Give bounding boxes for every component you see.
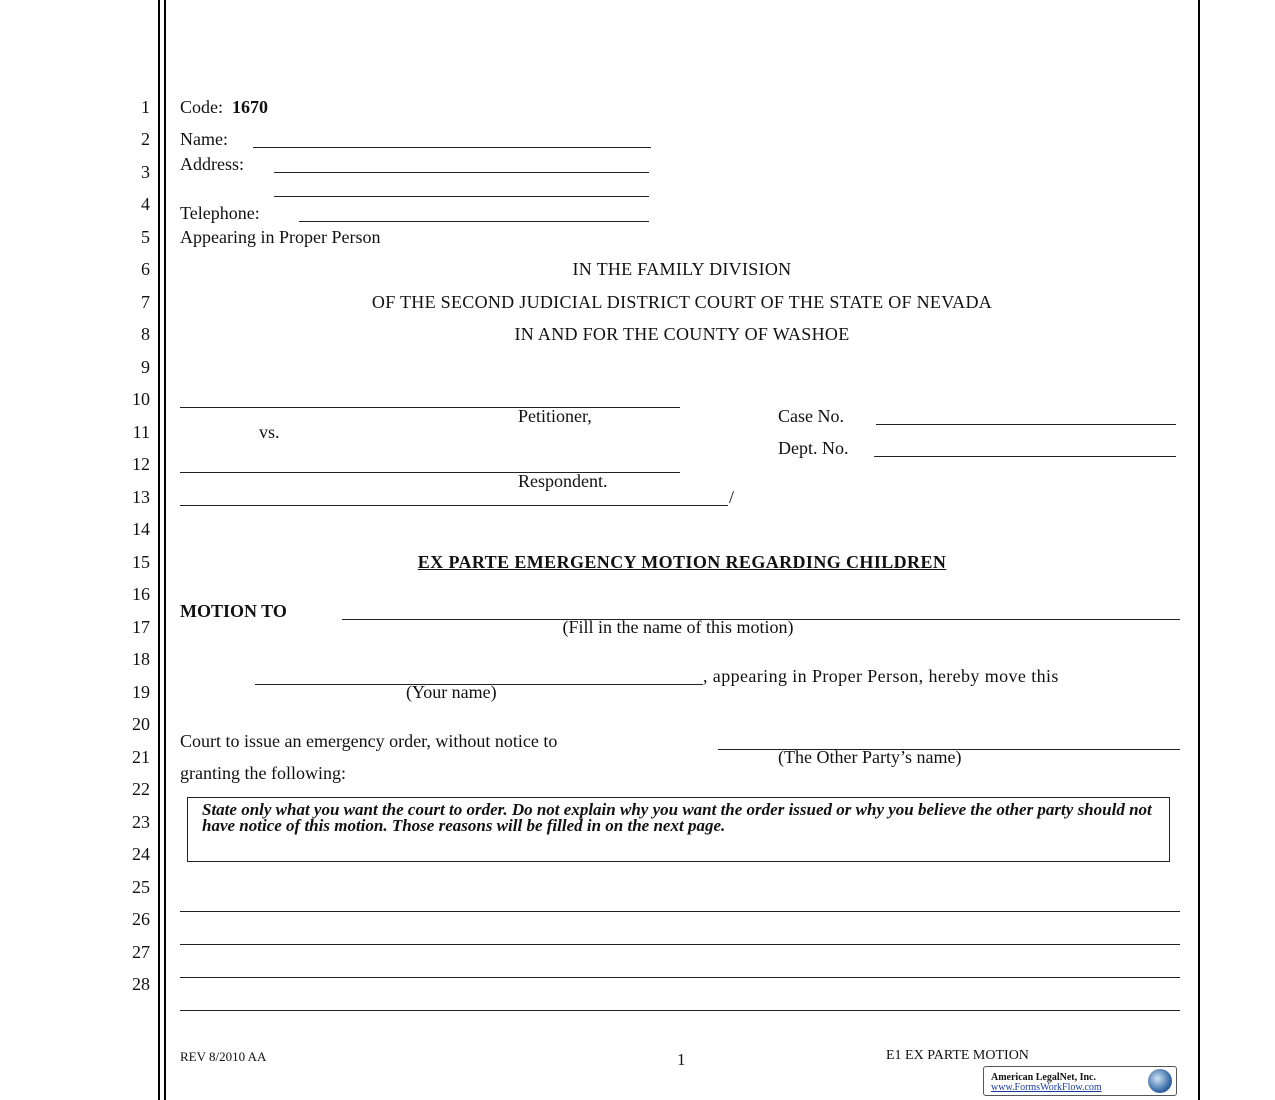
address-label: Address: [180,154,244,174]
order-line-3[interactable] [180,977,1180,978]
line-number: 12 [132,454,150,474]
form-name: E1 EX PARTE MOTION [886,1048,1029,1063]
line-number: 20 [132,714,150,734]
instruction-box: State only what you want the court to order. Do not explain why you want the order issued or why you believe the other party should not have notice of this motion. Those reasons will be filled in on the next page. [187,797,1170,862]
fill-hint: (Fill in the name of this motion) [562,617,794,637]
line-number: 23 [132,812,150,832]
your-name-hint: (Your name) [406,682,497,702]
line-number: 22 [132,779,150,799]
line-number: 25 [132,877,150,897]
left-margin-rule-outer [158,0,160,1100]
dept-no-field[interactable] [874,456,1176,457]
court-line-1: IN THE FAMILY DIVISION [572,259,792,279]
line-number: 9 [141,357,150,377]
line-number: 21 [132,747,150,767]
motion-to-label: MOTION TO [180,601,287,621]
globe-icon [1148,1069,1172,1093]
order-line-2[interactable] [180,944,1180,945]
code-value: 1670 [232,97,268,117]
document-title: EX PARTE EMERGENCY MOTION REGARDING CHILDREN [417,552,947,572]
other-party-hint: (The Other Party’s name) [778,747,962,767]
appearing-move-text: , appearing in Proper Person, hereby move this [703,666,1059,686]
line-number: 5 [141,227,150,247]
revision-label: REV 8/2010 AA [180,1049,267,1064]
logo-url[interactable]: www.FormsWorkFlow.com [991,1082,1102,1093]
line-number: 2 [141,129,150,149]
line-number: 24 [132,844,150,864]
line-number: 6 [141,259,150,279]
respondent-label: Respondent. [518,471,608,491]
vs-label: vs. [259,422,280,442]
caption-slash: / [729,487,735,507]
petitioner-name-field[interactable] [180,407,680,408]
line-number: 7 [141,292,150,312]
name-field[interactable] [253,147,651,148]
line-number: 3 [141,162,150,182]
caption-closing-line [180,505,728,506]
page-number: 1 [677,1050,686,1069]
address-field-2[interactable] [274,196,649,197]
line-number: 28 [132,974,150,994]
line-number: 15 [132,552,150,572]
logo-company-name: American LegalNet, Inc. [991,1072,1096,1083]
case-no-field[interactable] [876,424,1176,425]
left-margin-rule-inner [164,0,166,1100]
order-line-4[interactable] [180,1010,1180,1011]
line-number: 13 [132,487,150,507]
line-number: 27 [132,942,150,962]
address-field-1[interactable] [274,172,649,173]
telephone-label: Telephone: [180,203,260,223]
code-label: Code: [180,97,223,117]
granting-text: granting the following: [180,763,346,783]
code-line [180,97,268,118]
american-legalnet-logo[interactable] [983,1066,1177,1096]
line-number: 18 [132,649,150,669]
right-margin-rule [1198,0,1200,1100]
line-number: 26 [132,909,150,929]
line-number: 17 [132,617,150,637]
court-line-2: OF THE SECOND JUDICIAL DISTRICT COURT OF THE STATE OF NEVADA [371,292,993,312]
appearing-text: Appearing in Proper Person [180,227,381,247]
case-no-label: Case No. [778,406,844,426]
name-label: Name: [180,129,228,149]
court-line-3: IN AND FOR THE COUNTY OF WASHOE [514,324,850,344]
line-number: 14 [132,519,150,539]
line-number: 19 [132,682,150,702]
line-number: 16 [132,584,150,604]
line-number: 1 [141,97,150,117]
line-number: 4 [141,194,150,214]
line-number: 11 [132,422,150,442]
telephone-field[interactable] [299,221,649,222]
court-issue-text: Court to issue an emergency order, without notice to [180,731,558,751]
line-number: 10 [132,389,150,409]
line-number: 8 [141,324,150,344]
dept-no-label: Dept. No. [778,438,849,458]
petitioner-label: Petitioner, [518,406,592,426]
order-line-1[interactable] [180,911,1180,912]
